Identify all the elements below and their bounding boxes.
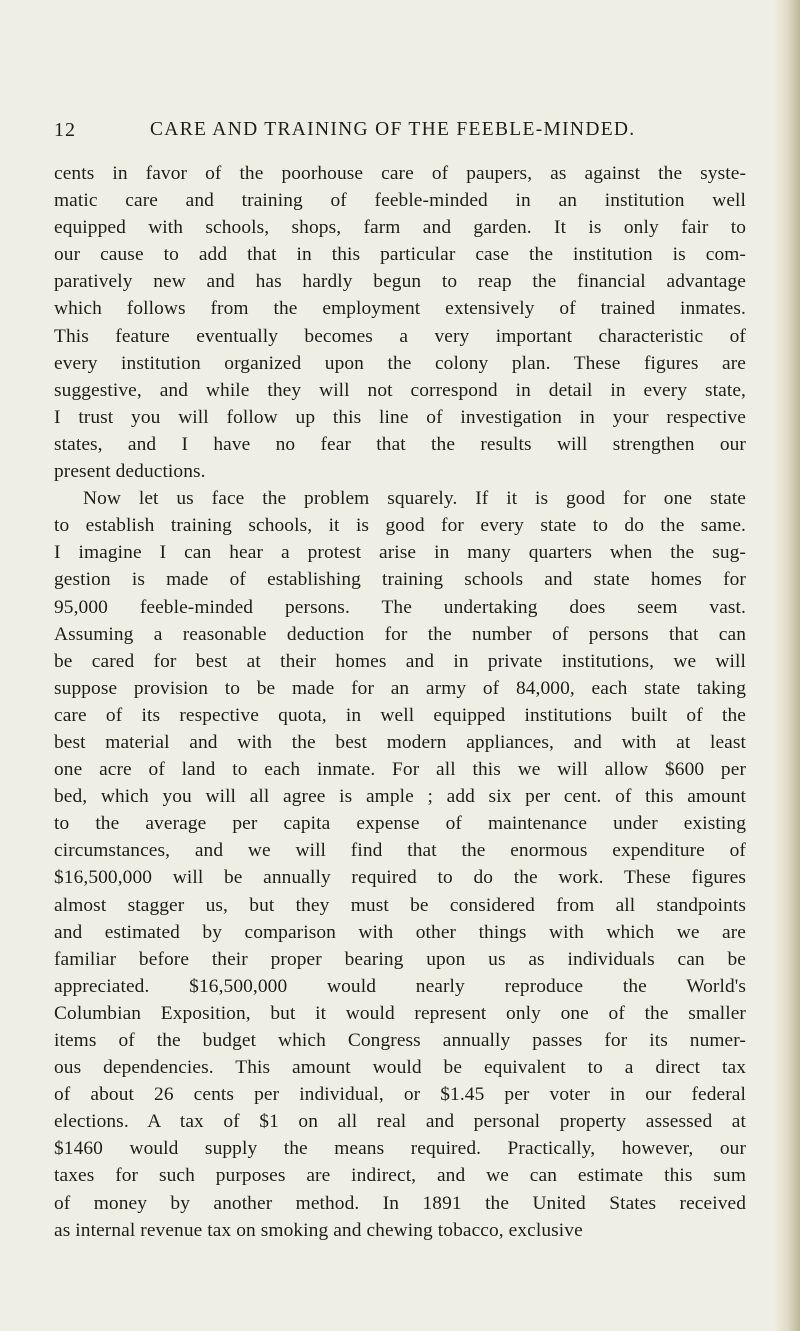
text-line: suppose provision to be made for an army of 84,000, each state taking [54, 677, 746, 699]
text-line: suggestive, and while they will not correspond in detail in every state, [54, 379, 746, 401]
text-line: care of its respective quota, in well equipped institutions built of the [54, 704, 746, 726]
page-number: 12 [54, 119, 76, 141]
paragraph-1 [54, 160, 746, 485]
text-line: circumstances, and we will find that the enormous expenditure of [54, 840, 746, 862]
text-line: and estimated by comparison with other things with which we are [54, 921, 746, 943]
paragraph-2 [54, 485, 746, 1244]
page-edge-shadow [774, 0, 800, 1331]
text-line: This feature eventually becomes a very important characteristic of [54, 325, 746, 347]
text-line: Now let us face the problem squarely. If it is good for one state [83, 488, 746, 510]
text-line: $1460 would supply the means required. Practically, however, our [54, 1138, 746, 1160]
text-line: taxes for such purposes are indirect, and we can estimate this sum [54, 1165, 746, 1187]
text-line: cents in favor of the poorhouse care of paupers, as against the syste- [54, 163, 746, 184]
text-line: to the average per capita expense of maintenance under existing [54, 813, 746, 835]
text-line: every institution organized upon the colony plan. These figures are [54, 352, 746, 374]
text-body [54, 160, 746, 1244]
text-line: present deductions. [54, 461, 206, 483]
running-head: CARE AND TRAINING OF THE FEEBLE-MINDED. [150, 119, 636, 140]
text-line: Columbian Exposition, but it would represent only one of the smaller [54, 1002, 746, 1024]
text-line: gestion is made of establishing training schools and state homes for [54, 569, 746, 591]
page-header [54, 119, 744, 149]
text-line: I imagine I can hear a protest arise in many quarters when the sug- [54, 542, 746, 564]
text-line: best material and with the best modern appliances, and with at least [54, 731, 746, 753]
text-line: familiar before their proper bearing upon us as individuals can be [54, 948, 746, 970]
text-line: of money by another method. In 1891 the United States received [54, 1192, 746, 1214]
text-line: Assuming a reasonable deduction for the number of persons that can [54, 623, 746, 645]
text-line: to establish training schools, it is good for every state to do the same. [54, 515, 746, 537]
text-line: almost stagger us, but they must be considered from all standpoints [54, 894, 746, 916]
text-line: states, and I have no fear that the results will strengthen our [54, 433, 746, 455]
text-line: of about 26 cents per individual, or $1.45 per voter in our federal [54, 1084, 746, 1106]
text-line: which follows from the employment extensively of trained inmates. [54, 298, 746, 320]
text-line: ous dependencies. This amount would be equivalent to a direct tax [54, 1057, 746, 1079]
text-line: $16,500,000 will be annually required to do the work. These figures [54, 867, 746, 889]
text-line: as internal revenue tax on smoking and chewing tobacco, exclusive [54, 1219, 583, 1241]
text-line: bed, which you will all agree is ample ; add six per cent. of this amount [54, 786, 746, 808]
text-line: our cause to add that in this particular case the institution is com- [54, 244, 746, 266]
text-line: equipped with schools, shops, farm and garden. It is only fair to [54, 217, 746, 239]
text-line: items of the budget which Congress annually passes for its numer- [54, 1030, 746, 1051]
text-line: elections. A tax of $1 on all real and personal property assessed at [54, 1111, 746, 1133]
text-line: appreciated. $16,500,000 would nearly reproduce the World's [54, 975, 746, 997]
text-line: matic care and training of feeble-minded in an institution well [54, 190, 746, 212]
text-line: one acre of land to each inmate. For all this we will allow $600 per [54, 759, 746, 781]
text-line: paratively new and has hardly begun to reap the financial advantage [54, 271, 746, 293]
text-line: 95,000 feeble-minded persons. The undertaking does seem vast. [54, 596, 746, 618]
text-line: I trust you will follow up this line of investigation in your respective [54, 406, 746, 428]
text-line: be cared for best at their homes and in private institutions, we will [54, 650, 746, 672]
